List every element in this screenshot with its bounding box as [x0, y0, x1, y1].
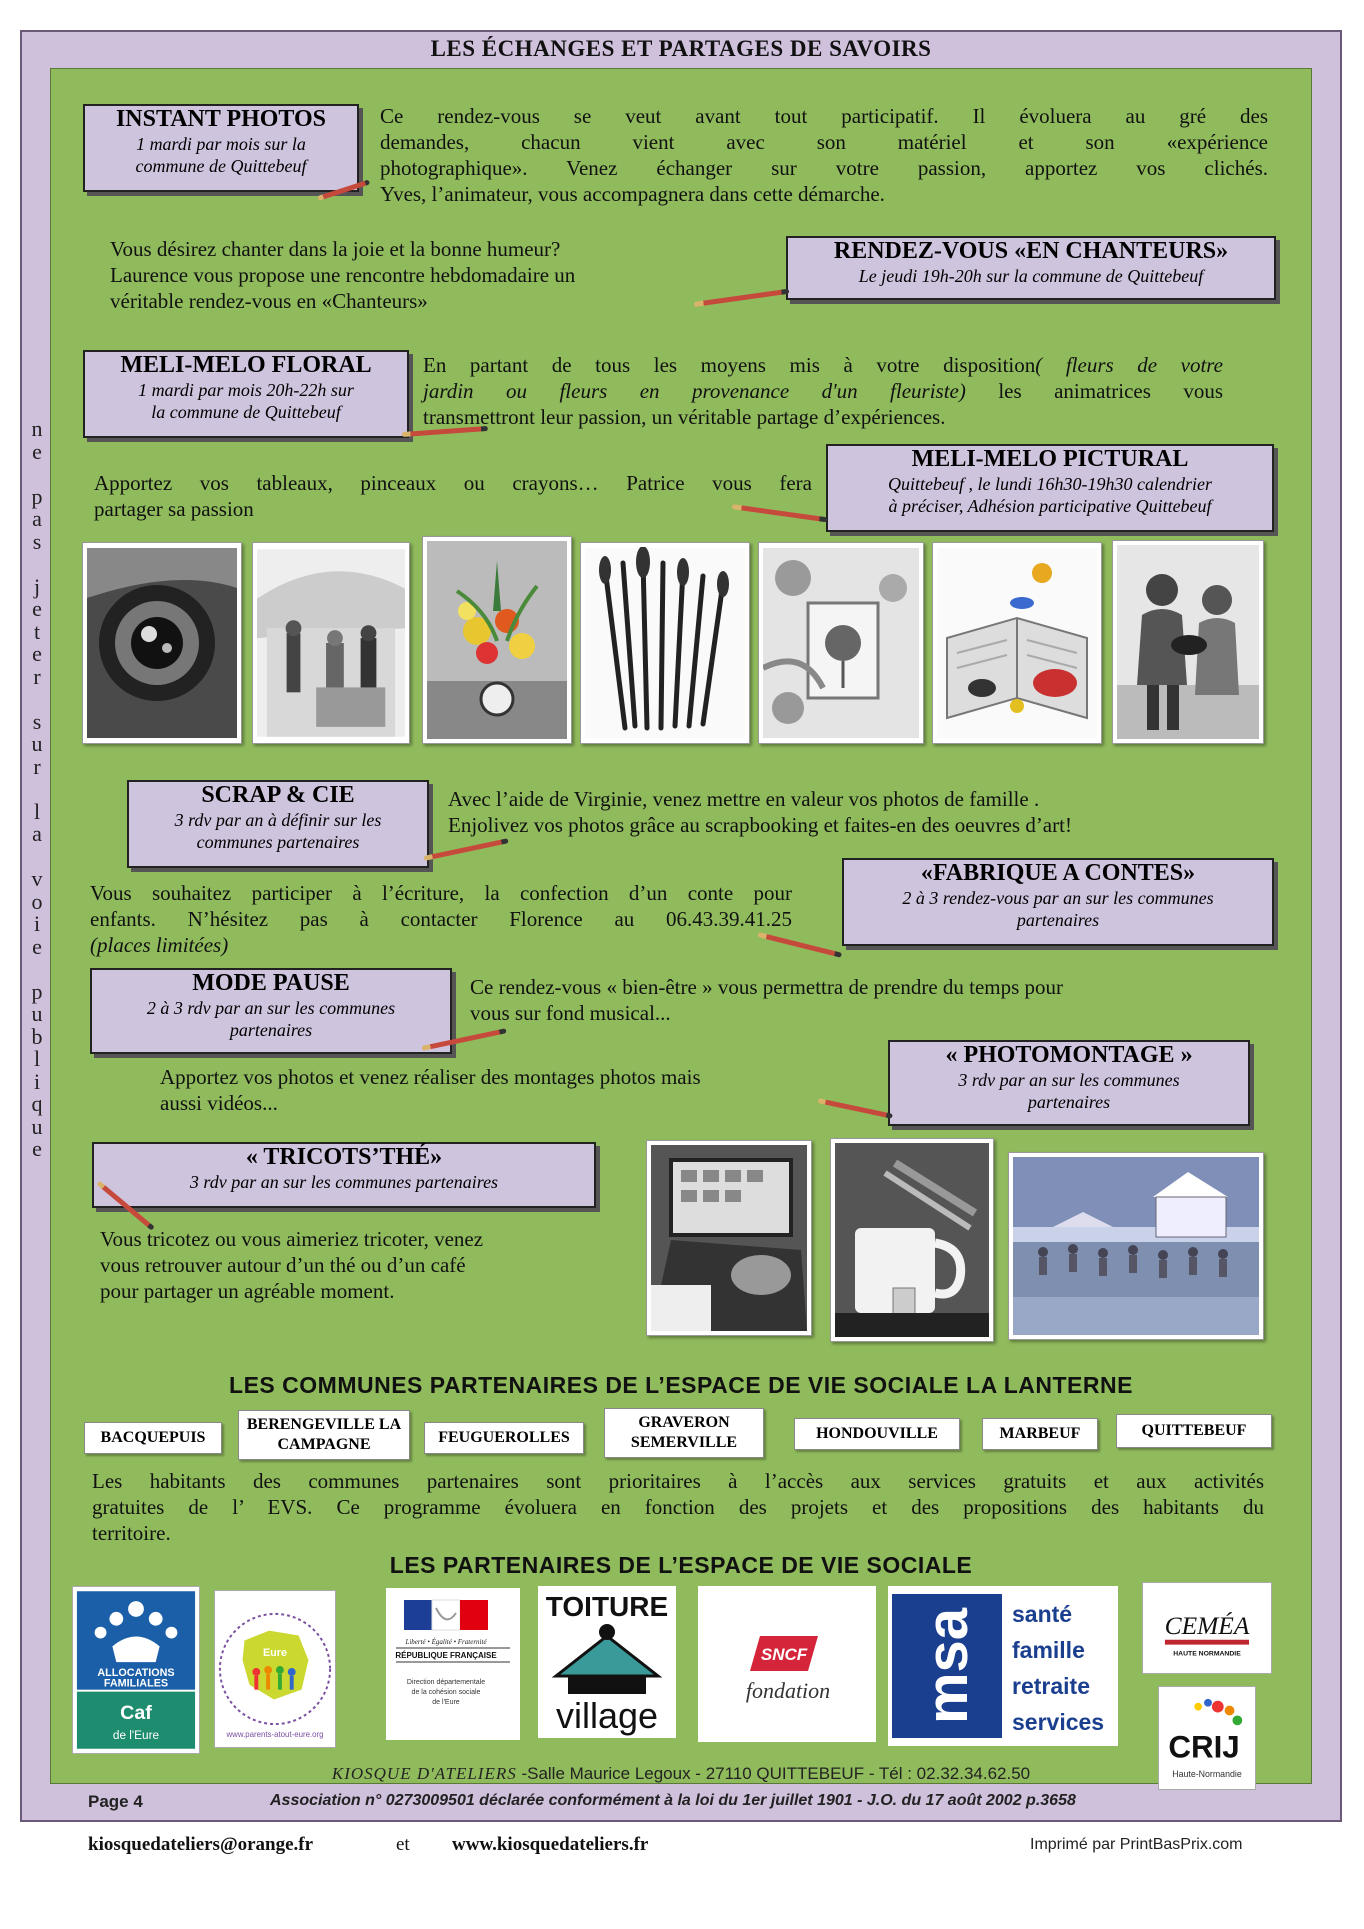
side-note-char: v [31, 866, 43, 891]
scrap-text-2: Enjolivez vos photos grâce au scrapbooking et faites-en des oeuvres d’art! [448, 813, 1072, 837]
side-note-char: r [33, 663, 41, 689]
svg-text:Eure: Eure [262, 1647, 288, 1660]
footer-et: et [396, 1834, 410, 1855]
side-note-char: p [31, 978, 43, 1004]
photomontage-line1: 3 rdv par an sur les communes [958, 1070, 1180, 1090]
pictural-line2: à préciser, Adhésion participative Quittebeuf [888, 496, 1212, 516]
photo-book-animals [932, 542, 1102, 744]
svg-text:Haute-Normandie: Haute-Normandie [1172, 1769, 1242, 1780]
floral-box [83, 350, 409, 438]
pause-box [90, 968, 452, 1054]
svg-text:CEMÉA: CEMÉA [1164, 1610, 1250, 1640]
side-note-char: i [33, 911, 41, 936]
commune-marbeuf: MARBEUF [982, 1418, 1098, 1450]
commune-bacquepuis: BACQUEPUIS [84, 1422, 222, 1454]
instant-photos-text-4: Yves, l’animateur, vous accompagnera dans cette démarche. [380, 182, 885, 206]
floral-text-1 [423, 352, 1223, 378]
chanteurs-line1: Le jeudi 19h-20h sur la commune de Quittebeuf [858, 266, 1204, 286]
instant-photos-text-3: photographique». Venez échanger sur votre passion, apportez vos clichés. [380, 156, 1268, 180]
floral-text-3: transmettront leur passion, un véritable partage d’expériences. [423, 405, 946, 429]
eure-parents-logo [214, 1590, 336, 1748]
pause-text-2: vous sur fond musical... [470, 1001, 671, 1025]
cemea-logo [1142, 1582, 1272, 1674]
caf-logo [72, 1586, 200, 1754]
svg-text:retraite: retraite [1012, 1673, 1090, 1699]
side-note-char: b [31, 1023, 43, 1049]
side-note-char: e [32, 596, 42, 621]
instant-photos-text-2: demandes, chacun vient avec son matériel et son «expérience [380, 130, 1268, 154]
photo-flower-bouquet [422, 536, 572, 744]
side-note-char: l [33, 1046, 41, 1071]
pictural-title: MELI-MELO PICTURAL [911, 446, 1189, 472]
communes-text-2: gratuites de l’ EVS. Ce programme évoluera en fonction des projets et des propositions des habitants du [92, 1495, 1264, 1519]
side-note-char: e [32, 641, 42, 666]
svg-text:de l'Eure: de l'Eure [432, 1699, 460, 1706]
side-note-char [26, 688, 48, 711]
side-note-char: u [31, 1113, 43, 1139]
floral-line1: 1 mardi par mois 20h-22h sur [138, 380, 354, 400]
footer-org: KIOSQUE D'ATELIERS [331, 1764, 517, 1783]
communes-text-3: territoire. [92, 1521, 171, 1545]
contes-line1: 2 à 3 rendez-vous par an sur les communes [902, 888, 1214, 908]
instant-photos-title: INSTANT PHOTOS [115, 106, 327, 132]
chanteurs-text-3: véritable rendez-vous en «Chanteurs» [110, 289, 428, 313]
scrap-text-1: Avec l’aide de Virginie, venez mettre en valeur vos photos de famille . [448, 787, 1040, 811]
commune-quittebeuf: QUITTEBEUF [1116, 1414, 1272, 1448]
tricots-title: « TRICOTS’THÉ» [245, 1144, 443, 1170]
svg-text:msa: msa [915, 1607, 980, 1725]
instant-photos-line1: 1 mardi par mois sur la [136, 134, 306, 154]
pause-text-1: Ce rendez-vous « bien-être » vous permettra de prendre du temps pour [470, 975, 1064, 999]
floral-text-1a: En partant de tous les moyens mis à votre disposition [423, 353, 1036, 377]
instant-photos-line2: commune de Quittebeuf [135, 156, 307, 176]
photo-camera-lens [82, 542, 242, 744]
instant-photos-text-1: Ce rendez-vous se veut avant tout participatif. Il évoluera au gré des [380, 104, 1268, 128]
svg-text:village: village [555, 1695, 659, 1736]
svg-text:ALLOCATIONS: ALLOCATIONS [97, 1666, 175, 1679]
floral-text-2 [423, 378, 1223, 404]
communes-title: LES COMMUNES PARTENAIRES DE L’ESPACE DE VIE SOCIALE LA LANTERNE [229, 1372, 1133, 1398]
chanteurs-title: RENDEZ-VOUS «EN CHANTEURS» [833, 238, 1229, 264]
toiture-village-logo [538, 1586, 676, 1738]
side-note-char: e [32, 438, 42, 464]
side-note-char [26, 778, 48, 801]
side-note-char: p [31, 483, 43, 509]
side-note-char: e [32, 933, 42, 959]
footer-website[interactable]: www.kiosquedateliers.fr [452, 1834, 649, 1855]
svg-text:SNCF: SNCF [760, 1645, 808, 1664]
chanteurs-text-2: Laurence vous propose une rencontre hebdomadaire un [110, 263, 576, 287]
side-note-char [26, 846, 48, 869]
tricots-text-1: Vous tricotez ou vous aimeriez tricoter, venez [100, 1227, 484, 1251]
side-note-char: r [33, 753, 41, 779]
svg-text:fondation: fondation [745, 1678, 831, 1703]
msa-logo [888, 1586, 1118, 1746]
svg-text:de l'Eure: de l'Eure [112, 1727, 160, 1742]
chanteurs-text-1: Vous désirez chanter dans la joie et la bonne humeur? [110, 237, 561, 261]
contes-title: «FABRIQUE A CONTES» [920, 860, 1196, 886]
pause-line2: partenaires [229, 1020, 313, 1040]
pictural-line1: Quittebeuf , le lundi 16h30-19h30 calendrier [888, 474, 1212, 494]
svg-text:HAUTE NORMANDIE: HAUTE NORMANDIE [1173, 1650, 1241, 1658]
photomontage-box [888, 1040, 1250, 1126]
side-note-char: u [31, 731, 43, 756]
communes-text-1: Les habitants des communes partenaires sont prioritaires à l’accès aux services gratuits et aux activités [92, 1469, 1264, 1493]
side-note-char [26, 958, 48, 981]
tricots-text-2: vous retrouver autour d’un thé ou d’un café [100, 1253, 466, 1277]
side-note-char: a [32, 821, 42, 846]
partenaires-title: LES PARTENAIRES DE L’ESPACE DE VIE SOCIALE [389, 1552, 973, 1578]
photo-outdoor-tents [1008, 1152, 1264, 1340]
svg-text:Direction départementale: Direction départementale [406, 1679, 486, 1686]
side-note [26, 418, 48, 1161]
side-note-char [26, 463, 48, 486]
svg-text:famille: famille [1012, 1637, 1085, 1663]
tricots-text-3: pour partager un agréable moment. [100, 1279, 395, 1303]
footer-address [20, 1764, 1342, 1784]
photo-tea-cup [830, 1138, 994, 1342]
side-note-char: l [33, 798, 41, 824]
photo-musicians [252, 542, 410, 744]
contes-text-3: (places limitées) [90, 933, 229, 957]
side-note-char: a [32, 506, 42, 531]
scrap-line2: communes partenaires [196, 832, 360, 852]
pictural-text-2: partager sa passion [94, 497, 254, 521]
chanteurs-box [786, 236, 1276, 300]
floral-title: MELI-MELO FLORAL [120, 352, 372, 378]
photo-paint-brushes [580, 542, 750, 744]
photo-laptop-hands [646, 1140, 812, 1336]
side-note-char: o [31, 888, 43, 914]
side-note-char: i [33, 1068, 41, 1094]
commune-hondouville: HONDOUVILLE [794, 1418, 960, 1450]
side-note-char: s [32, 708, 42, 734]
side-note-char: j [33, 573, 41, 599]
contes-text-1: Vous souhaitez participer à l’écriture, la confection d’un conte pour [90, 881, 792, 905]
svg-text:TOITURE: TOITURE [545, 1591, 669, 1622]
scrap-box [127, 780, 429, 868]
tricots-box [92, 1142, 596, 1208]
side-note-char: q [31, 1091, 43, 1116]
svg-text:FAMILIALES: FAMILIALES [103, 1677, 169, 1690]
sncf-fondation-logo [698, 1586, 876, 1742]
svg-text:santé: santé [1012, 1601, 1073, 1627]
svg-text:Caf: Caf [120, 1702, 152, 1725]
pictural-text-1: Apportez vos tableaux, pinceaux ou crayons… Patrice vous fera [94, 471, 812, 495]
republique-logo [386, 1588, 520, 1740]
pictural-box [826, 444, 1274, 532]
pause-line1: 2 à 3 rdv par an sur les communes [146, 998, 396, 1018]
floral-text-1b: ( fleurs de votre [1035, 353, 1223, 377]
svg-text:services: services [1012, 1709, 1105, 1735]
svg-text:www.parents-atout-eure.org: www.parents-atout-eure.org [226, 1729, 324, 1739]
side-note-char: n [31, 416, 43, 441]
floral-line2: la commune de Quittebeuf [151, 402, 341, 422]
commune-feuguerolles: FEUGUEROLLES [424, 1422, 584, 1454]
commune-berengeville: BERENGEVILLE LA CAMPAGNE [238, 1410, 410, 1460]
footer-address-text: -Salle Maurice Legoux - 27110 QUITTEBEUF - Tél : 02.32.34.62.50 [516, 1764, 1031, 1783]
tricots-line1: 3 rdv par an sur les communes partenaires [189, 1172, 499, 1192]
contes-box [842, 858, 1274, 946]
svg-text:RÉPUBLIQUE FRANÇAISE: RÉPUBLIQUE FRANÇAISE [395, 1651, 497, 1660]
side-note-char: e [32, 1136, 42, 1161]
page-number: Page 4 [88, 1792, 143, 1811]
scrap-line1: 3 rdv par an à définir sur les [174, 810, 382, 830]
photo-two-women [1112, 540, 1264, 744]
svg-text:de la cohésion sociale: de la cohésion sociale [411, 1689, 481, 1696]
floral-text-2b: les animatrices vous [965, 379, 1223, 403]
footer-printer: Imprimé par PrintBasPrix.com [1030, 1836, 1243, 1853]
contes-line2: partenaires [1016, 910, 1100, 930]
page-title: LES ÉCHANGES ET PARTAGES DE SAVOIRS [430, 36, 932, 61]
side-note-char: t [33, 618, 41, 644]
side-note-char: u [31, 1001, 43, 1026]
scrap-title: SCRAP & CIE [201, 782, 355, 808]
photo-floral-card [758, 542, 924, 744]
photomontage-line2: partenaires [1027, 1092, 1111, 1112]
svg-text:Liberté • Égalité • Fraternité: Liberté • Égalité • Fraternité [405, 1638, 487, 1646]
photomontage-title: « PHOTOMONTAGE » [945, 1042, 1193, 1068]
side-note-char: s [32, 528, 42, 554]
footer-association: Association n° 0273009501 déclarée conformément à la loi du 1er juillet 1901 - J.O. du 17 août 2002 p.3658 [270, 1792, 1076, 1809]
commune-graveron: GRAVERON SEMERVILLE [604, 1408, 764, 1458]
svg-text:CRIJ: CRIJ [1168, 1729, 1240, 1765]
floral-text-2a: jardin ou fleurs en provenance d'un fleuriste) [423, 379, 966, 403]
photomontage-text-2: aussi vidéos... [160, 1091, 278, 1115]
pause-title: MODE PAUSE [192, 970, 350, 996]
side-note-char [26, 553, 48, 576]
instant-photos-box [83, 104, 359, 192]
photomontage-text-1: Apportez vos photos et venez réaliser des montages photos mais [160, 1065, 701, 1089]
contes-text-2: enfants. N’hésitez pas à contacter Florence au 06.43.39.41.25 [90, 907, 792, 931]
footer-email[interactable]: kiosquedateliers@orange.fr [88, 1834, 314, 1855]
